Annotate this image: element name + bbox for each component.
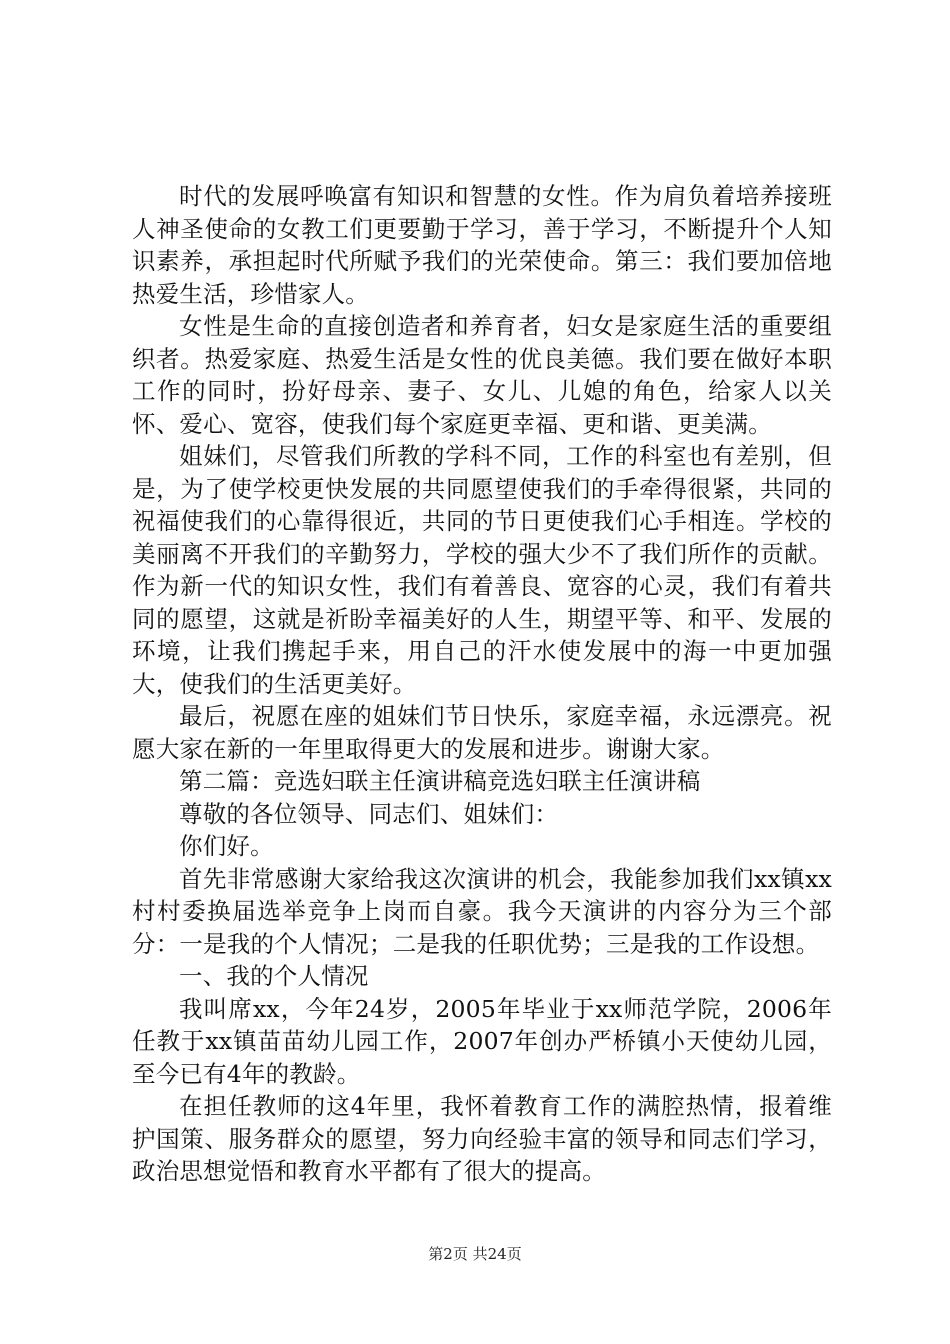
paragraph: 在担任教师的这4年里，我怀着教育工作的满腔热情，报着维护国策、服务群众的愿望，努力向经验丰富的领导和同志们学习，政治思想觉悟和教育水平都有了很大的提高。 bbox=[132, 1092, 832, 1185]
greeting: 你们好。 bbox=[179, 832, 274, 860]
salutation: 尊敬的各位领导、同志们、姐妹们： bbox=[179, 799, 559, 828]
paragraph: 最后，祝愿在座的姐妹们节日快乐，家庭幸福，永远漂亮。祝愿大家在新的一年里取得更大的发展和进步。谢谢大家。 bbox=[132, 702, 832, 763]
section-heading: 第二篇：竞选妇联主任演讲稿竞选妇联主任演讲稿 bbox=[179, 767, 701, 795]
page-number-footer: 第2页 共24页 bbox=[428, 1245, 522, 1263]
paragraph: 女性是生命的直接创造者和养育者，妇女是家庭生活的重要组织者。热爱家庭、热爱生活是女性的优良美德。我们要在做好本职工作的同时，扮好母亲、妻子、女儿、儿媳的角色，给家人以关怀、爱心、宽容，使我们每个家庭更幸福、更和谐、更美满。 bbox=[132, 312, 832, 438]
paragraph: 首先非常感谢大家给我这次演讲的机会，我能参加我们xx镇xx村村委换届选举竞争上岗而自豪。我今天演讲的内容分为三个部分：一是我的个人情况；二是我的任职优势；三是我的工作设想。 bbox=[132, 864, 832, 958]
document-body bbox=[132, 180, 832, 1188]
paragraph: 时代的发展呼唤富有知识和智慧的女性。作为肩负着培养接班人神圣使命的女教工们更要勤于学习，善于学习，不断提升个人知识素养，承担起时代所赋予我们的光荣使命。第三：我们要加倍地热爱生活，珍惜家人。 bbox=[132, 182, 832, 308]
paragraph: 我叫席xx，今年24岁，2005年毕业于xx师范学院，2006年任教于xx镇苗苗幼儿园工作，2007年创办严桥镇小天使幼儿园，至今已有4年的教龄。 bbox=[132, 994, 832, 1088]
paragraph: 姐妹们，尽管我们所教的学科不同，工作的科室也有差别，但是，为了使学校更快发展的共同愿望使我们的手牵得很紧，共同的祝福使我们的心靠得很近，共同的节日更使我们心手相连。学校的美丽离不开我们的辛勤努力，学校的强大少不了我们所作的贡献。作为新一代的知识女性，我们有着善良、宽容的心灵，我们有着共同的愿望，这就是祈盼幸福美好的人生，期望平等、和平、发展的环境，让我们携起手来，用自己的汗水使发展中的海一中更加强大，使我们的生活更美好。 bbox=[132, 442, 832, 698]
subsection-heading: 一、我的个人情况 bbox=[179, 962, 369, 990]
